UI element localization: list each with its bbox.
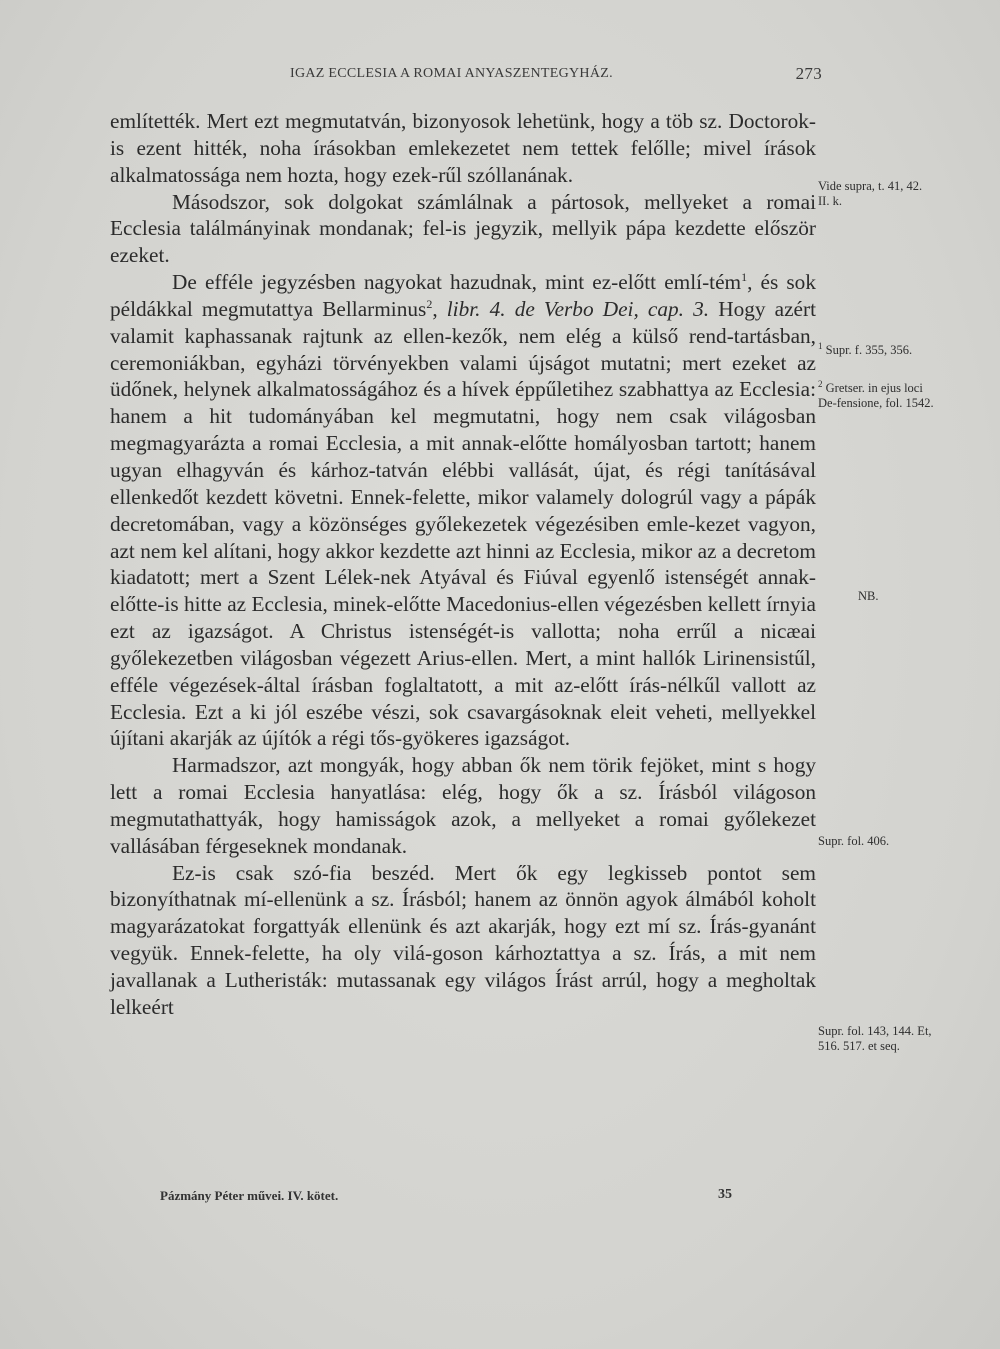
- citation-italic: libr. 4. de Verbo Dei, cap. 3.: [446, 296, 710, 321]
- paragraph-3-text-d: Hogy azért valamit kaphassanak rajtunk az ellen-kezők, nem elég a külső rend-tartásban, ceremoniákban, egyházi törvényekben valami újságot mutatni; mert ezeket az üdőnek, helynek alkalmatosságához és a hívek éppűletihez szabhattya az Ecclesia: hanem a hit tudományában kel megmutatni, hogy nem csak világosban megmagyarázta a romai Ecclesia, a mit annak-előtte homályosban tartott; hanem ugyan elhagyván és kárhoz-tatván elébbi vallását, újat, és régi tanításával ellenkedőt kezdett követni. Ennek-felette, mikor valamely dologrúl vagy a pápák decretomában, vagy a közönséges győlekezetek végezésiben emle-kezet vagyon, azt nem kel alítani, hogy akkor kezdette azt hinni az Ecclesia, mikor az a decretom kiadatott; mert a Szent Lélek-nek Atyával és Fiúval egyenlő istenségét annak-előtte-is hitte az Ecclesia, minek-előtte Macedonius-ellen végezésben kellett írnyia ezt az igazságot. A Christus istenségét-is vallotta; noha errűl a nicæai győlekezetben világosban végezett Arius-ellen. Mert, a mint hallók Lirinensistűl, efféle végezések-által írásban foglaltatott, a mit az-előtt írás-nélkűl vallott az Ecclesia. Ezt a ki jól eszébe vészi, sok csavargásoknak eleit veheti, mellyekkel újítani akarják az újítók a régi tős-gyökeres igazságot.: [110, 296, 817, 751]
- paragraph-1: említették. Mert ezt megmutatván, bizonyosok lehetünk, hogy a töb sz. Doctorok-is ezent hitték, noha írásokban emlekezetet nem tettek felőlle; mivel írások alkalmatossága nem hozta, hogy ezek-rűl szóllanának.: [110, 109, 816, 187]
- page-footer: [110, 1188, 830, 1212]
- printer-signature: Pázmány Péter művei. IV. kötet.: [160, 1188, 339, 1203]
- running-title: IGAZ ECCLESIA A ROMAI ANYASZENTEGYHÁZ.: [290, 66, 613, 81]
- sheet-number: 35: [718, 1187, 732, 1202]
- paragraph-4: Harmadszor, azt mongyák, hogy abban ők nem törik fejöket, mint s hogy lett a romai Ecclesia hanyatlása: elég, hogy ők a sz. Írásból világoson megmutathattyák, hogy hamisságok azok, a mellyeket a romai győlekezet vallásában férgeseknek mondanak.: [110, 753, 816, 858]
- margin-note-supr-406: Supr. fol. 406.: [818, 834, 890, 848]
- footnote-ref-2: 2: [426, 296, 433, 311]
- page-header: [110, 62, 830, 86]
- margin-note-marker-1: 1: [818, 341, 823, 351]
- paragraph-3-text-a: De efféle jegyzésben nagyokat hazudnak, mint ez-előtt emlí-tém: [172, 270, 742, 295]
- margin-note-supr-143: Supr. fol. 143, 144. Et, 516. 517. et seq.: [818, 1024, 932, 1053]
- margin-note-text: Supr. f. 355, 356.: [822, 343, 913, 357]
- margin-note-gretser: [818, 381, 936, 411]
- footnote-ref-1: 1: [741, 270, 748, 285]
- paragraph-3-text-c: ,: [432, 296, 447, 321]
- paragraph-5: Ez-is csak szó-fia beszéd. Mert ők egy legkisseb pontot sem bizonyíthatnak mí-ellenünk a sz. Írásból; hanem az önnön agyok álmából koholt magyarázatokat forgattyák ellenünk és azt akarják, hogy ezt mí sz. Írás-gyanánt vegyük. Ennek-felette, ha oly vilá-goson kárhoztattya a sz. Írás, a mit nem javallanak a Lutheristák: mutassanak egy világos Írást arrúl, hogy a megholtak lelkeért: [110, 860, 816, 1019]
- margin-note-supr-355: [818, 343, 936, 358]
- paragraph-3: [110, 269, 816, 752]
- margin-note-marker-2: 2: [818, 379, 823, 389]
- page-number: 273: [795, 64, 822, 83]
- margin-note-vide-supra: Vide supra, t. 41, 42. II. k.: [818, 179, 923, 208]
- paragraph-3-text-b: , és sok példákkal megmutattya Bellarminus: [110, 270, 816, 321]
- margin-note-text: Gretser. in ejus loci De-fensione, fol. 1542.: [818, 381, 934, 410]
- main-text: [110, 108, 816, 1021]
- paragraph-2: Másodszor, sok dolgokat számlálnak a pártosok, mellyeket a romai Ecclesia találmányinak mondanak; fel-is jegyzik, mellyik pápa kezdette először ezeket.: [110, 189, 816, 268]
- margin-note-nb: NB.: [858, 589, 879, 603]
